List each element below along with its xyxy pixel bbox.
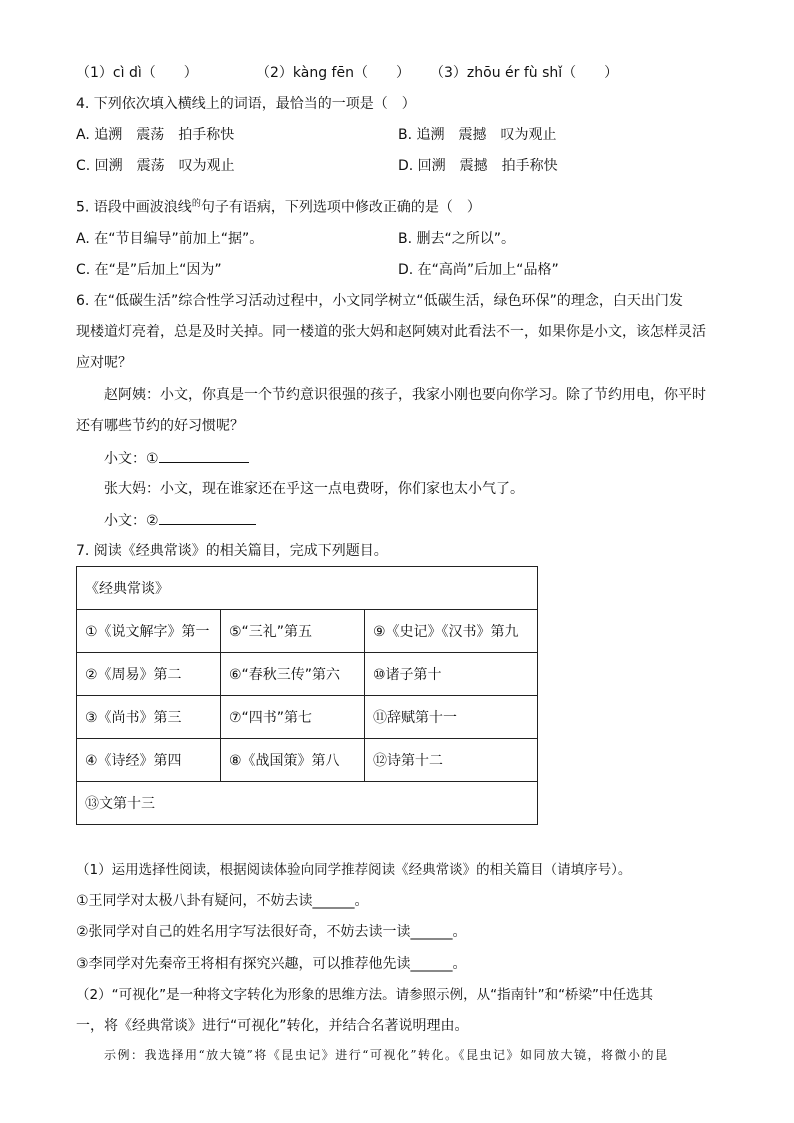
table-cell: ③《尚书》第三 [77,696,221,739]
table-cell: ⑤“三礼”第五 [221,610,365,653]
table-cell: ⑧《战国策》第八 [221,739,365,782]
question-7-stem: 7. 阅读《经典常谈》的相关篇目，完成下列题目。 [76,543,388,559]
example-text: 示例：我选择用“放大镜”将《昆虫记》进行“可视化”转化。《昆虫记》如同放大镜，将微小的昆 [104,1048,669,1062]
question-4-stem: 4. 下列依次填入横线上的词语，最恰当的一项是（ ） [76,96,416,112]
question-6-line-3: 应对呢？ [76,355,132,371]
dialog-zhao-line-1: 赵阿姨：小文，你真是一个节约意识很强的孩子，我家小刚也要向你学习。除了节约用电，你平时 [104,387,706,403]
question-6-line-1: 6. 在“低碳生活”综合性学习活动过程中，小文同学树立“低碳生活，绿色环保”的理念，白天出门发 [76,293,683,309]
contents-table [76,566,538,825]
question-7-sub-2-line-1: （2）“可视化”是一种将文字转化为形象的思维方法。请参照示例，从“指南针”和“桥梁”中任选其 [76,987,654,1003]
table-title-cell: 《经典常谈》 [77,567,538,610]
question-7-sub-1-item-2: ②张同学对自己的姓名用字写法很好奇，不妨去读一读______。 [76,924,467,940]
table-cell: ⑦“四书”第七 [221,696,365,739]
answer-blank-1[interactable] [159,448,249,463]
table-cell: ②《周易》第二 [77,653,221,696]
table-cell: ①《说文解字》第一 [77,610,221,653]
question-6-line-2: 现楼道灯亮着，总是及时关掉。同一楼道的张大妈和赵阿姨对此看法不一，如果你是小文，该怎样灵活 [76,324,706,340]
question-5-stem-mark: 的 [191,199,201,209]
table-cell: ⑨《史记》《汉书》第九 [365,610,538,653]
dialog-zhao-line-2: 还有哪些节约的好习惯呢？ [76,418,244,434]
table-cell: ⑩诸子第十 [365,653,538,696]
question-7-sub-1-item-3: ③李同学对先秦帝王将相有探究兴趣，可以推荐他先读______。 [76,956,467,972]
dialog-xiaowen-label-1: 小文：① [104,451,159,467]
dialog-xiaowen-answer-2 [104,510,256,531]
question-4-option-c: C. 回溯 震荡 叹为观止 [76,158,235,174]
question-4-option-d: D. 回溯 震撼 拍手称快 [398,158,558,174]
table-row [77,739,538,782]
question-7-sub-2-line-2: 一，将《经典常谈》进行“可视化”转化，并结合名著说明理由。 [76,1018,469,1034]
question-5-stem-part-a: 5. 语段中画波浪线 [76,199,192,216]
question-5-option-d: D. 在“高尚”后加上“品格” [398,262,559,278]
question-4-option-a: A. 追溯 震荡 拍手称快 [76,127,235,143]
table-cell: ⑪辞赋第十一 [365,696,538,739]
table-last-row-cell: ⑬文第十三 [77,782,538,825]
question-5-option-a: A. 在“节目编导”前加上“据”。 [76,231,264,247]
answer-blank-2[interactable] [159,510,256,525]
table-cell: ⑫诗第十二 [365,739,538,782]
dialog-xiaowen-answer-1 [104,448,249,469]
table-cell: ④《诗经》第四 [77,739,221,782]
question-4-option-b: B. 追溯 震撼 叹为观止 [398,127,557,143]
question-5-stem-part-b: 句子有语病，下列选项中修改正确的是（ ） [200,199,481,216]
dialog-zhang-line: 张大妈：小文，现在谁家还在乎这一点电费呀，你们家也太小气了。 [104,481,524,497]
table-row [77,610,538,653]
question-7-sub-1: （1）运用选择性阅读，根据阅读体验向同学推荐阅读《经典常谈》的相关篇目（请填序号）。 [76,862,632,878]
question-7-sub-1-item-1: ①王同学对太极八卦有疑问，不妨去读______。 [76,893,369,909]
table-row [77,696,538,739]
pinyin-item-1: （1）cì dì（ ） [76,65,198,81]
table-cell: ⑥“春秋三传”第六 [221,653,365,696]
pinyin-item-3: （3）zhōu ér fù shǐ（ ） [430,65,619,81]
question-5-option-b: B. 删去“之所以”。 [398,231,516,247]
dialog-xiaowen-label-2: 小文：② [104,513,159,529]
table-row [77,653,538,696]
question-5-stem [76,194,481,218]
pinyin-item-2: （2）kàng fēn（ ） [256,65,410,81]
question-5-option-c: C. 在“是”后加上“因为” [76,262,222,278]
